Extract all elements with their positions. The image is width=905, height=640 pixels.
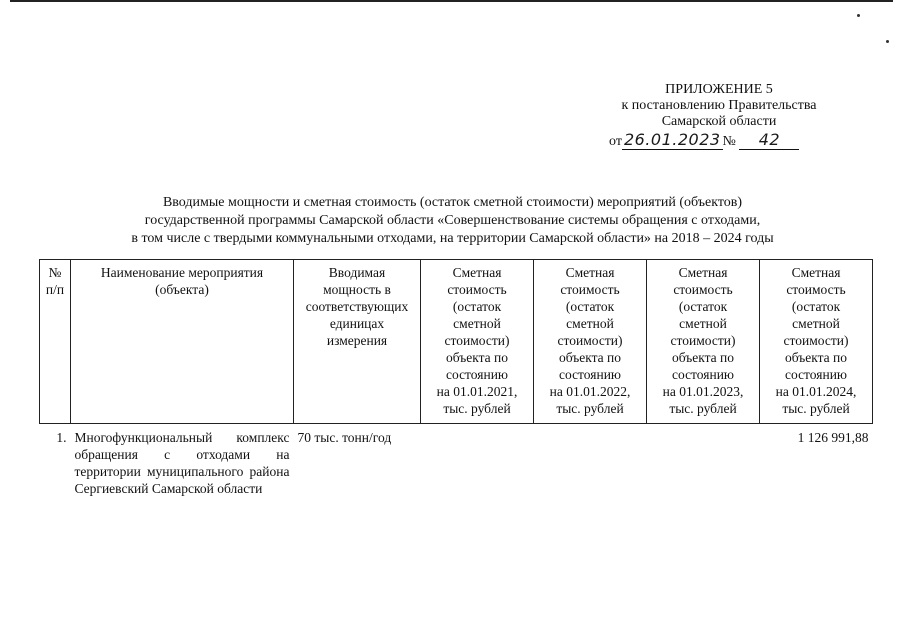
header-cell-cost-2023 [647,260,760,424]
header-line: п/п [45,282,65,297]
table-row [40,424,873,498]
header-line: на 01.01.2022, [549,384,631,399]
scan-speck [857,14,860,17]
header-line: объекта по [558,350,622,365]
header-cell-number [40,260,71,424]
row-cost-2024: 1 126 991,88 [797,430,869,445]
header-line: № [48,265,62,280]
header-line: стоимость [673,282,733,297]
header-line: стоимость [786,282,846,297]
header-line: на 01.01.2023, [662,384,744,399]
header-line: Сметная [791,265,841,280]
header-line: стоимости) [444,333,510,348]
header-line: (остаток [565,299,615,314]
header-line: Вводимая [328,265,386,280]
header-line: Сметная [452,265,502,280]
header-cell-cost-2021 [421,260,534,424]
date-number-line [599,131,839,150]
header-line: состоянию [445,367,509,382]
header-line: стоимости) [557,333,623,348]
header-line: тыс. рублей [669,401,737,416]
handwritten-number: 42 [739,131,799,150]
capacity-cost-table [39,259,873,497]
header-line: стоимости) [783,333,849,348]
header-line: (остаток [452,299,502,314]
header-line: (объекта) [155,282,209,297]
header-line: состоянию [784,367,848,382]
header-line: объекта по [784,350,848,365]
handwritten-date: 26.01.2023 [623,130,721,149]
appendix-block [599,82,839,150]
header-cell-capacity [294,260,421,424]
header-line: (остаток [678,299,728,314]
header-line: состоянию [558,367,622,382]
header-line: объекта по [671,350,735,365]
appendix-title: ПРИЛОЖЕНИЕ 5 [665,82,773,97]
row-capacity: 70 тыс. тонн/год [297,430,392,445]
date-prefix: от [609,134,622,149]
header-line: состоянию [671,367,735,382]
row-cost-2022 [534,424,647,498]
document-heading [70,194,835,248]
header-line: стоимость [447,282,507,297]
header-line: на 01.01.2024, [775,384,857,399]
header-line: сметной [792,316,840,331]
heading-line-1: Вводимые мощности и сметная стоимость (остаток сметной стоимости) мероприятий (объектов) [162,195,743,210]
appendix-line-2: Самарской области [661,114,777,129]
header-line: на 01.01.2021, [436,384,518,399]
row-object-name: Многофункциональный комплекс обращения с отходами на территории муниципального района Сергиевский Самарской области [74,430,290,496]
heading-line-2: государственной программы Самарской области «Совершенствование системы обращения с отходами, [144,213,761,228]
scan-top-edge [10,0,893,2]
header-line: тыс. рублей [443,401,511,416]
header-line: мощность в [323,282,391,297]
header-line: (остаток [791,299,841,314]
row-cost-2023 [647,424,760,498]
header-line: сметной [566,316,614,331]
header-line: объекта по [445,350,509,365]
row-cost-2021 [421,424,534,498]
header-line: стоимость [560,282,620,297]
row-number: 1. [56,430,67,445]
header-line: стоимости) [670,333,736,348]
scan-speck [886,40,889,43]
header-line: сметной [679,316,727,331]
header-line: тыс. рублей [556,401,624,416]
header-line: измерения [326,333,388,348]
header-line: соответствующих [305,299,409,314]
header-line: тыс. рублей [782,401,850,416]
table-header-row [40,260,873,424]
header-line: Сметная [678,265,728,280]
header-cell-cost-2024 [760,260,873,424]
header-line: единицах [329,316,385,331]
header-cell-name [71,260,294,424]
header-cell-cost-2022 [534,260,647,424]
heading-line-3: в том числе с твердыми коммунальными отходами, на территории Самарской области» на 2018 – 2024 годы [131,231,774,246]
appendix-line-1: к постановлению Правительства [621,98,817,113]
header-line: сметной [453,316,501,331]
header-line: Наименование мероприятия [100,265,264,280]
number-prefix: № [722,134,736,149]
header-line: Сметная [565,265,615,280]
